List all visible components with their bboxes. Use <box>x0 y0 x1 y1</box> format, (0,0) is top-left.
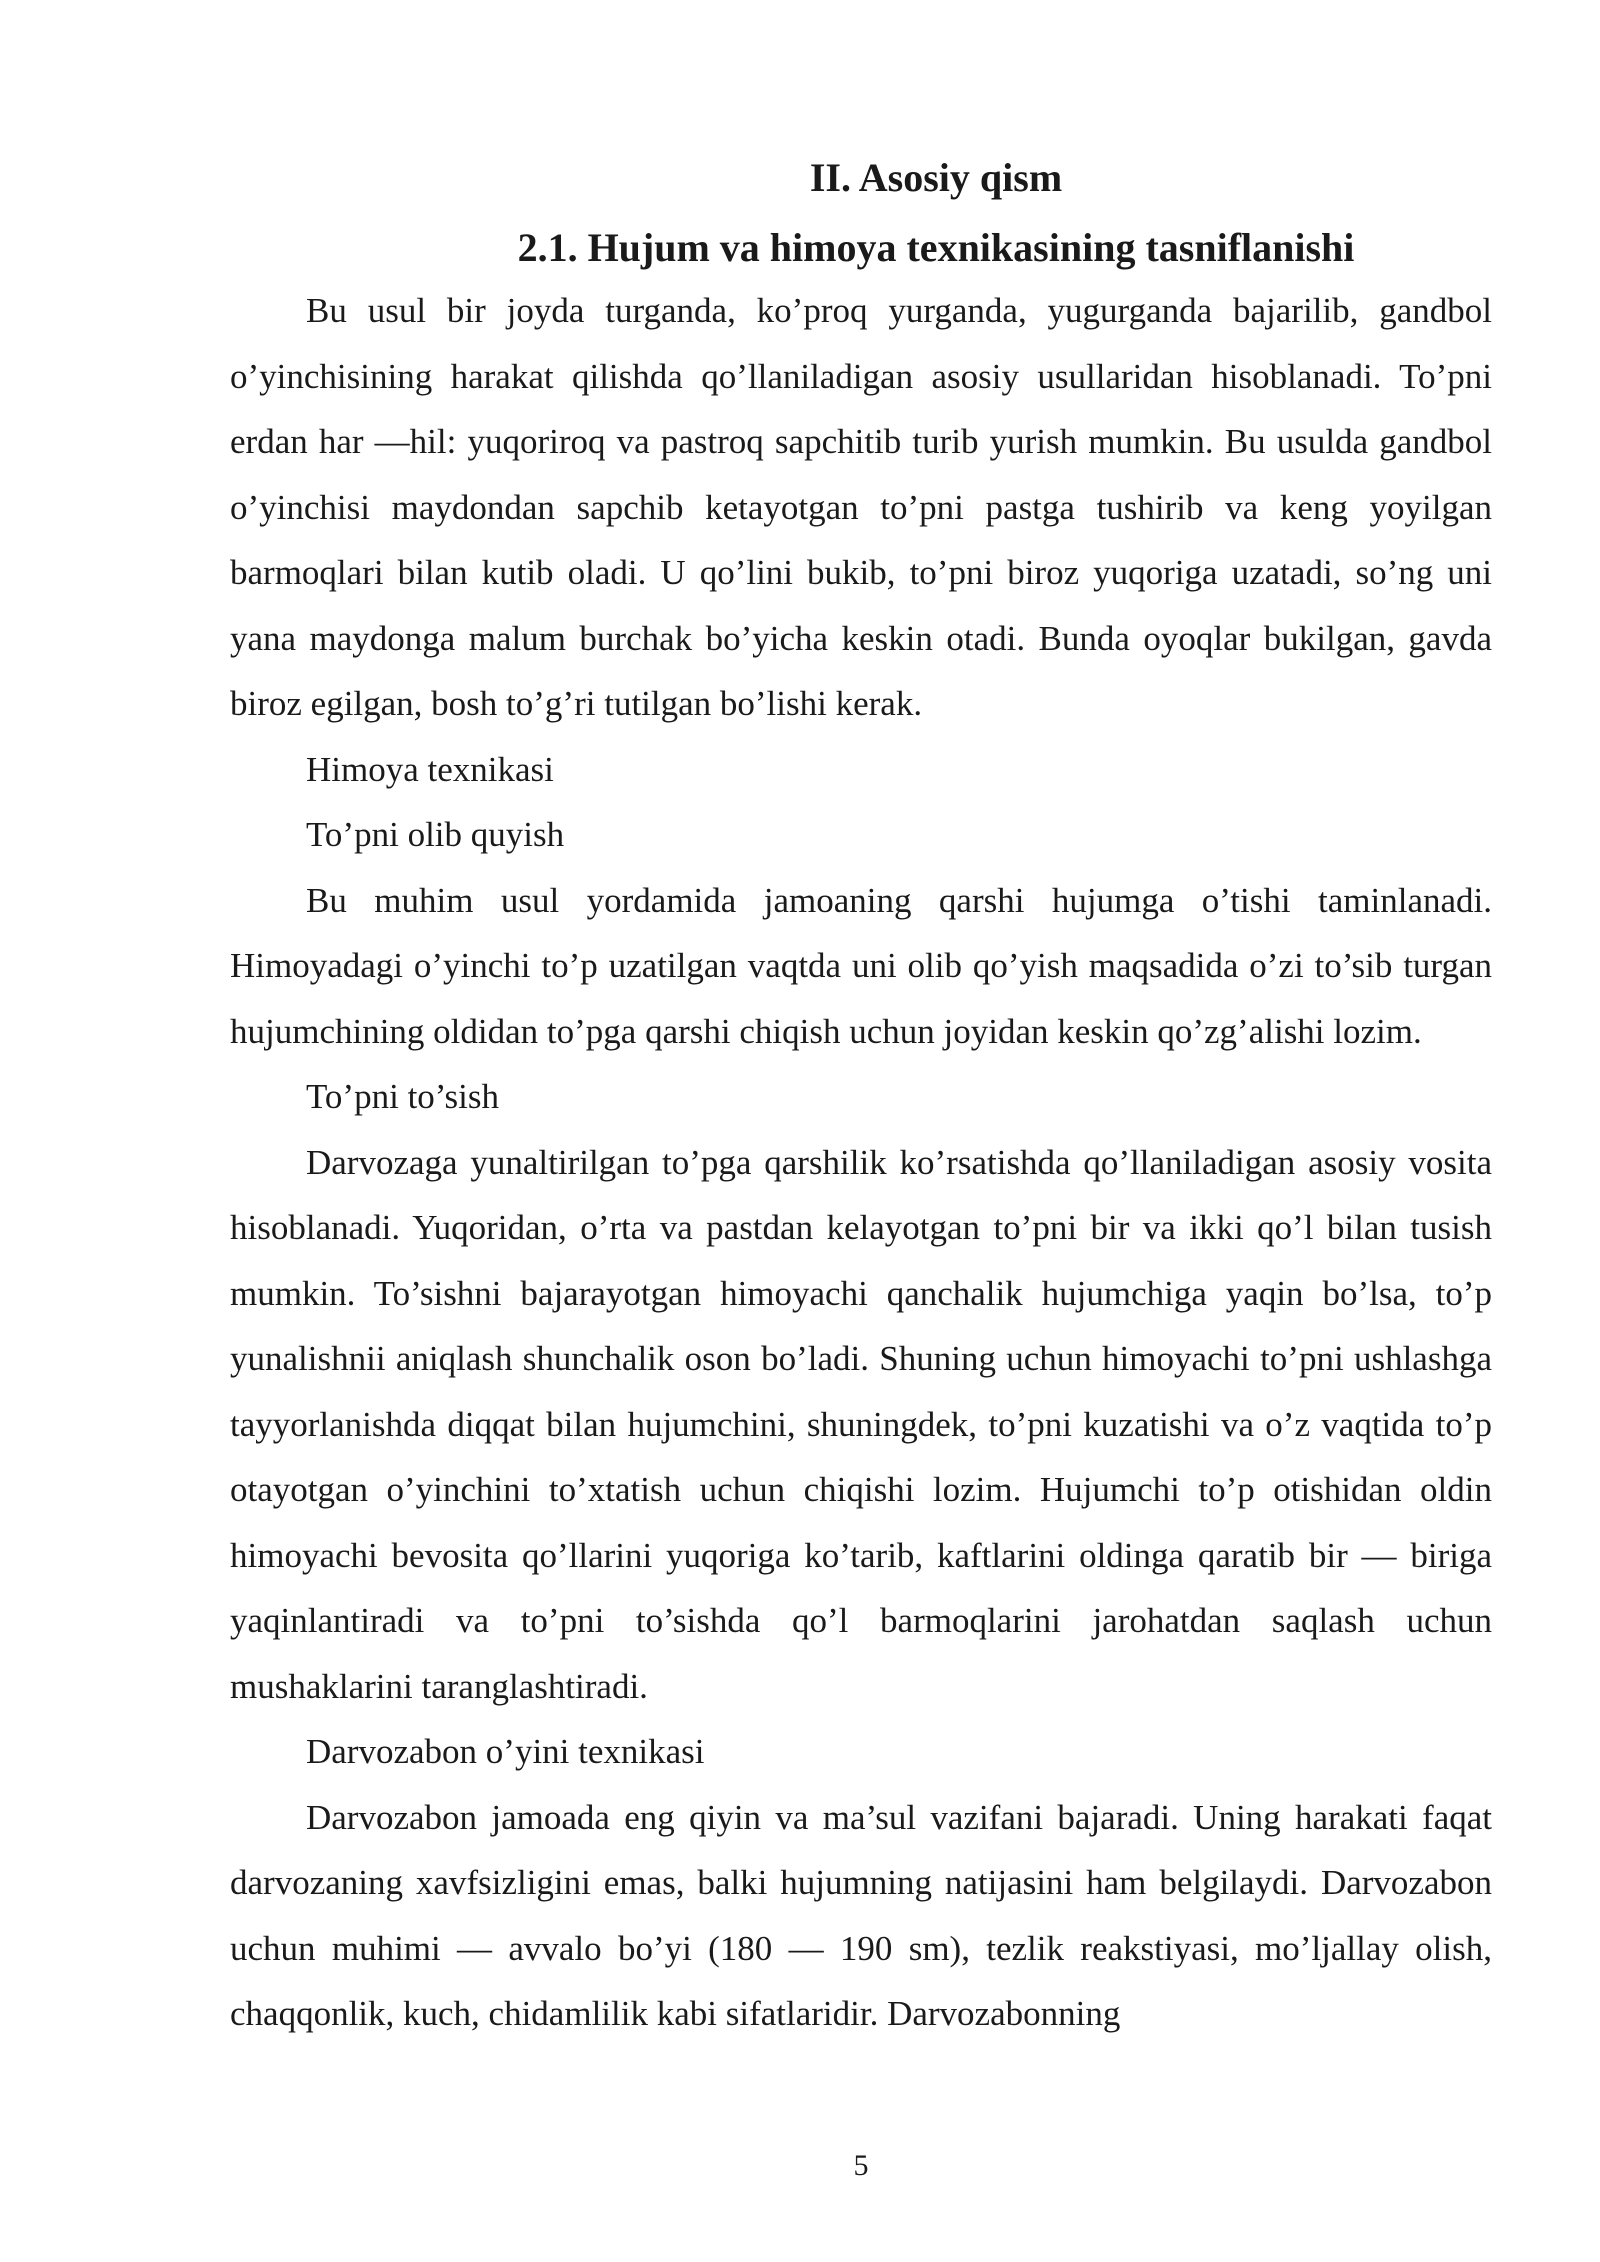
subheading-ball-block: To’pni to’sish <box>306 1077 499 1116</box>
subheading-defense-technique: Himoya texnikasi <box>306 749 554 789</box>
subheading-ball-steal: To’pni olib quyish <box>306 815 565 854</box>
section-heading: II. Asosiy qism <box>809 155 1063 200</box>
paragraph-ball-steal: Bu muhim usul yordamida jamoaning qarshi hujumga o’tishi taminlanadi. Himoyadagi o’yinchi to’p uzatilgan vaqtda uni olib qo’yish maqsadida o’zi to’sib turgan hujumchining oldidan to’pga qarshi chiqish uchun joyidan keskin qo’zg’alishi lozim. <box>230 880 1492 1051</box>
subheading-goalkeeper-technique: Darvozabon o’yini texnikasi <box>306 1732 705 1771</box>
paragraph-ball-block: Darvozaga yunaltirilgan to’pga qarshilik ko’rsatishda qo’llaniladigan asosiy vosita hisoblanadi. Yuqoridan, o’rta va pastdan kelayotgan to’pni bir va ikki qo’l bilan tusish mumkin. To’sishni bajarayotgan himoyachi qanchalik hujumchiga yaqin bo’lsa, to’p yunalishnii aniqlash shunchalik oson bo’ladi. Shuning uchun himoyachi to’pni ushlashga tayyorlanishda diqqat bilan hujumchini, shuningdek, to’pni kuzatishi va o’z vaqtida to’p otayotgan o’yinchini to’xtatish uchun chiqishi lozim. Hujumchi to’p otishidan oldin himoyachi bevosita qo’llarini yuqoriga ko’tarib, kaftlarini oldinga qaratib bir — biriga yaqinlantiradi va to’pni to’sishda qo’l barmoqlarini jarohatdan saqlash uchun mushaklarini taranglashtiradi. <box>230 1142 1492 1706</box>
paragraph-goalkeeper: Darvozabon jamoada eng qiyin va ma’sul vazifani bajaradi. Uning harakati faqat darvozaning xavfsizligini emas, balki hujumning natijasini ham belgilaydi. Darvozabon uchun muhimi — avvalo bo’yi (180 — 190 sm), tezlik reakstiyasi, mo’ljallay olish, chaqqonlik, kuch, chidamlilik kabi sifatlaridir. Darvozabonning <box>230 1797 1492 2033</box>
page-content <box>230 148 1492 2047</box>
paragraph-dribbling: Bu usul bir joyda turganda, ko’proq yurganda, yugurganda bajarilib, gandbol o’yinchisining harakat qilishda qo’llaniladigan asosiy usullaridan hisoblanadi. To’pni erdan har —hil: yuqoriroq va pastroq sapchitib turib yurish mumkin. Bu usulda gandbol o’yinchisi maydondan sapchib ketayotgan to’pni pastga tushirib va keng yoyilgan barmoqlari bilan kutib oladi. U qo’lini bukib, to’pni biroz yuqoriga uzatadi, so’ng uni yana maydonga malum burchak bo’yicha keskin otadi. Bunda oyoqlar bukilgan, gavda biroz egilgan, bosh to’g’ri tutilgan bo’lishi kerak. <box>230 291 1492 723</box>
page-number: 5 <box>853 2149 869 2182</box>
subsection-heading: 2.1. Hujum va himoya texnikasining tasniflanishi <box>517 225 1355 270</box>
